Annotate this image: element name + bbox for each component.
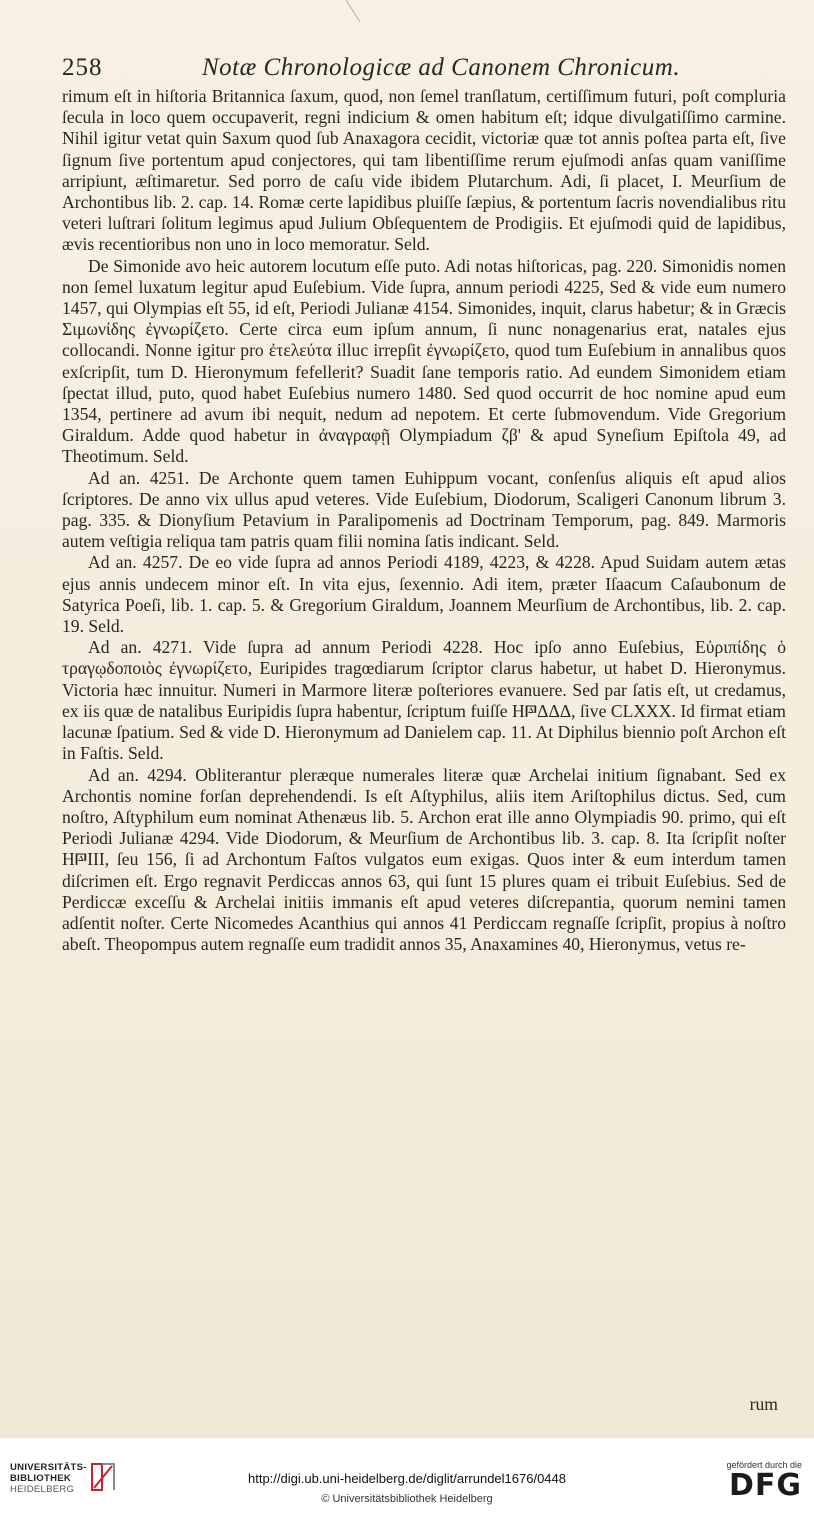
running-title: Notæ Chronologicæ ad Canonem Chronicum. bbox=[202, 54, 681, 81]
body-text bbox=[62, 86, 786, 955]
page-fold-mark bbox=[344, 0, 362, 22]
copyright-notice: © Universitätsbibliothek Heidelberg bbox=[321, 1493, 493, 1505]
funder-logo: DFG bbox=[728, 1468, 802, 1503]
paragraph: rimum eſt in hiſtoria Britannica ſaxum, quod, non ſemel tranſlatum, certiſſimum futuri, poſt compluria ſecula in loco quem occupaverit, regni indicium & omen habitum eſt; idque divulgatiſſimo carmine. Nihil igitur vetat quin Saxum quod ſub Anaxagora cecidit, victoriæ quæ tot annis poſtea parta eſt, ſive ſignum ſive portentum apud conjectores, qui tam libentiſſime rerum ejuſmodi anſas quam vaniſſime arripiunt, æſtimaretur. Sed porro de caſu vide ibidem Plutarchum. Adi, ſi placet, I. Meurſium de Archontibus lib. 2. cap. 14. Romæ certe lapidibus pluiſſe ſæpius, & portentum ſacris novendialibus ritu veteri luſtrari ſolitum legimus apud Julium Obſequentem de Prodigiis. Et ejuſmodi quid de lapidibus, ævis recentioribus non uno in loco memoratur. Seld. bbox=[62, 86, 786, 255]
paragraph: De Simonide avo heic autorem locutum eſſe puto. Adi notas hiſtoricas, pag. 220. Simonidis nomen non ſemel luxatum legitur apud Euſebium. Vide ſupra, annum periodi 4225, Sed & vide eum numero 1457, qui Olympias eſt 55, id eſt, Periodi Julianæ 4154. Simonides, inquit, clarus habetur; & in Græcis Σιμωνίδης ἐγνωρίζετο. Certe circa eum ipſum annum, ſi nunc nonagenarius erat, natales ejus collocandi. Nonne igitur pro ἐτελεύτα illuc irrepſit ἐγνωρίζετο, quod tum Euſebium in annalibus quos exſcripſit, tum D. Hieronymum fefellerit? Suadit ſane temporis ratio. Ad eundem Simonidem etiam ſpectat illud, puto, quod habet Euſebius numero 1480. Sed quod occurrit de hoc nomine apud eum 1354, pertinere ad avum ibi nequit, nedum ad nepotem. Et certe ſubmovendum. Vide Gregorium Giraldum. Adde quod habetur in ἀναγραφῇ Olympiadum ζβ' & apud Syneſium Epiſtola 49, ad Theotimum. Seld. bbox=[62, 255, 786, 467]
funder-label: gefördert durch die bbox=[726, 1460, 802, 1470]
footer-bar bbox=[0, 1438, 814, 1517]
paragraph: Ad an. 4294. Obliterantur pleræque numerales literæ quæ Archelai initium ſignabant. Sed ex Archontis nomine forſan deprehendendi. Is eſt Aſtyphilus, aliis item Ariſtophilus dictus. Sed, cum noſtro, Aſtyphilum eum nominat Athenæus lib. 5. Archon erat ille anno Olympiadis 90. primo, qui eſt Periodi Julianæ 4294. Vide Diodorum, & Meurſium de Archontibus lib. 3. cap. 8. Ita ſcripſit noſter Η𐅄ΙΙΙ, ſeu 156, ſi ad Archontum Faſtos vulgatos eum exigas. Quos inter & eum interdum tamen diſcrimen eſt. Ergo regnavit Perdiccas annos 63, qui ſunt 15 plures quam ei tribuit Euſebius. Sed de Perdiccæ exceſſu & Archelai initiis immanis eſt apud veteres diſcrepantia, quorum nemini tamen adſentit noſter. Certe Nicomedes Acanthius qui annos 41 Perdiccam regnaſſe ſcripſit, propius à noſtro abeſt. Theopompus autem regnaſſe eum tradidit annos 35, Anaxamines 40, Hieronymus, vetus re- bbox=[62, 764, 786, 955]
library-name-line: UNIVERSITÄTS- bbox=[10, 1462, 87, 1473]
funder-block[interactable] bbox=[712, 1460, 802, 1502]
page-header bbox=[62, 50, 782, 86]
paragraph: Ad an. 4257. De eo vide ſupra ad annos Periodi 4189, 4223, & 4228. Apud Suidam autem ætas ejus annis undecem minor eſt. In vita ejus, ſexennio. Adi item, præter Iſaacum Caſaubonum de Satyrica Poeſi, lib. 1. cap. 5. & Gregorium Giraldum, Joannem Meurſium de Archontibus, lib. 2. cap. 19. Seld. bbox=[62, 552, 786, 637]
paragraph: Ad an. 4251. De Archonte quem tamen Euhippum vocant, conſenſus aliquis eſt apud alios ſcriptores. De anno vix ullus apud veteres. Vide Euſebium, Diodorum, Scaligeri Canonum librum 3. pag. 335. & Dionyſium Petavium in Paralipomenis ad Doctrinam Temporum, pag. 849. Marmoris autem veſtigia reliqua tam patris quam filii nomina ſatis indicant. Seld. bbox=[62, 467, 786, 552]
page-number: 258 bbox=[62, 54, 103, 81]
permalink-url[interactable]: http://digi.ub.uni-heidelberg.de/diglit/arrundel1676/0448 bbox=[247, 1471, 566, 1486]
catchword: rum bbox=[749, 1394, 778, 1414]
library-name-line: HEIDELBERG bbox=[10, 1484, 75, 1495]
paragraph: Ad an. 4271. Vide ſupra ad annum Periodi 4228. Hoc ipſo anno Euſebius, Εὐριπίδης ὁ τραγῳδοποιὸς ἐγνωρίζετο, Euripides tragœdiarum ſcriptor clarus habetur, ut habet D. Hieronymus. Victoria hæc innuitur. Numeri in Marmore literæ poſteriores evanuere. Sed par ſatis eſt, ut credamus, ex iis quæ de natalibus Euripidis ſupra habentur, ſcriptum fuiſſe Η𐅄ΔΔΔ, ſive CLXXX. Id firmat etiam lacunæ ſpatium. Sed & vide D. Hieronymum ad Danielem cap. 11. At Diphilus biennio poſt Archon eſt in Faſtis. Seld. bbox=[62, 637, 786, 764]
library-name-line: BIBLIOTHEK bbox=[10, 1473, 72, 1484]
